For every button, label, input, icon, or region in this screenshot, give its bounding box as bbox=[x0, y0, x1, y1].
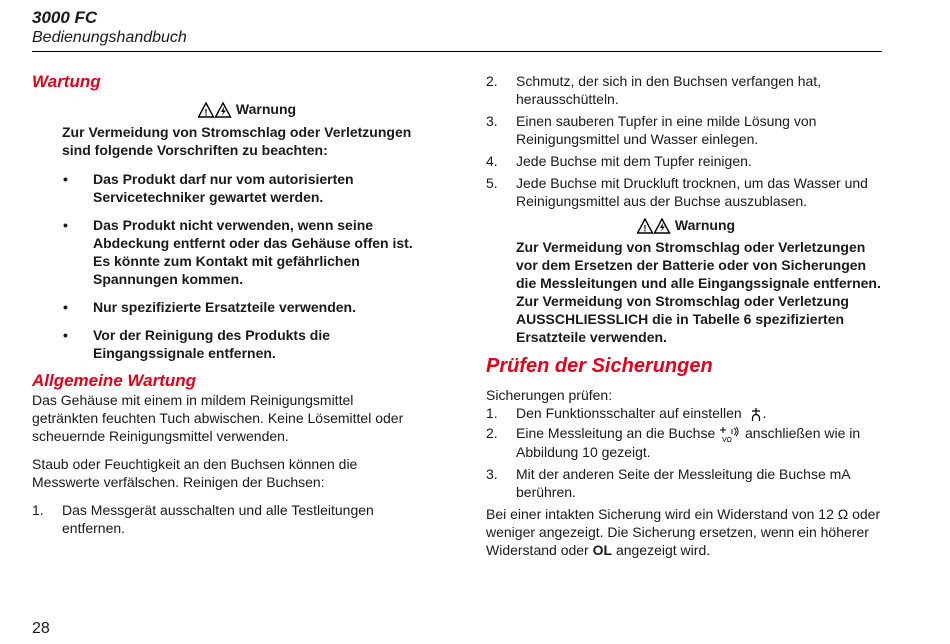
hazard-icon bbox=[637, 218, 671, 234]
svg-text:VΩ: VΩ bbox=[722, 436, 733, 443]
list-item: • Das Produkt nicht verwenden, wenn seine Abdeckung entfernt oder das Gehäuse offen ist. Es könnte zum Kontakt mit gefährlichen Spannungen kommen. bbox=[63, 217, 413, 288]
list-item: 2. Schmutz, der sich in den Buchsen verfangen hat, herausschütteln. bbox=[486, 73, 822, 107]
list-item: • Nur spezifizierte Ersatzteile verwenden. bbox=[63, 299, 356, 316]
heading-allgemeine-wartung: Allgemeine Wartung bbox=[32, 371, 197, 391]
warning-label: Warnung bbox=[674, 217, 736, 234]
heading-pruefen-sicherungen: Prüfen der Sicherungen bbox=[486, 355, 713, 378]
warning-triangle-icons bbox=[198, 100, 232, 118]
list-item: • Das Produkt darf nur vom autorisierten Servicetechniker gewartet werden. bbox=[63, 171, 354, 206]
list-item: 4. Jede Buchse mit dem Tupfer reinigen. bbox=[486, 153, 752, 169]
left-column bbox=[32, 72, 422, 541]
resistance-symbol-icon bbox=[749, 408, 763, 422]
warning-text: Zur Vermeidung von Stromschlag oder Verletzungen vor dem Ersetzen der Batterie oder von Sicherungen die Messleitungen und alle Eingangssignale entfernen. Zur Vermeidung von Stromschlag oder Verletzung AUSSCHLIESSLICH die in Tabelle 6 spezifizierten Ersatzteile verwenden. bbox=[516, 239, 881, 346]
paragraph-staub: Staub oder Feuchtigkeit an den Buchsen können die Messwerte verfälschen. Reinigen der Buchsen: bbox=[32, 456, 358, 491]
model-name: 3000 FC bbox=[32, 8, 98, 27]
warning-title bbox=[486, 216, 886, 234]
svg-text:!: ! bbox=[643, 223, 647, 234]
page-number: 28 bbox=[32, 620, 50, 637]
list-item: 5. Jede Buchse mit Druckluft trocknen, um das Wasser und Reinigungsmittel aus der Buchse auszublasen. bbox=[486, 175, 868, 209]
warning-title bbox=[72, 100, 422, 118]
fuse-result-paragraph: Bei einer intakten Sicherung wird ein Widerstand von 12 Ω oder weniger angezeigt. Die Sicherung ersetzen, wenn ein höherer Widerstand oder OL angezeigt wird. bbox=[486, 505, 881, 558]
list-item: 3. Mit der anderen Seite der Messleitung die Buchse mA berühren. bbox=[486, 465, 850, 500]
manual-subtitle: Bedienungshandbuch bbox=[32, 29, 187, 46]
list-item: 1. Den Funktionsschalter auf einstellen . bbox=[486, 405, 767, 422]
right-column bbox=[486, 72, 886, 559]
hazard-icon bbox=[198, 102, 232, 118]
warning-triangle-icons bbox=[637, 216, 671, 234]
warning-bullet-list bbox=[32, 170, 422, 362]
svg-text:!: ! bbox=[204, 107, 208, 118]
heading-wartung: Wartung bbox=[32, 72, 101, 91]
warning-label: Warnung bbox=[235, 101, 297, 118]
list-item: 2. Eine Messleitung an die Buchse VΩ anschließen wie in Abbildung 10 gezeigt. bbox=[486, 425, 861, 460]
warning-intro: Zur Vermeidung von Stromschlag oder Verletzungen sind folgende Vorschriften zu beachten: bbox=[62, 124, 412, 159]
fuse-intro: Sicherungen prüfen: bbox=[486, 387, 613, 404]
list-item: 1. Das Messgerät ausschalten und alle Testleitungen entfernen. bbox=[32, 502, 374, 537]
list-item: 3. Einen sauberen Tupfer in eine milde Lösung von Reinigungsmittel und Wasser einlegen. bbox=[486, 113, 817, 147]
list-item: • Vor der Reinigung des Produkts die Eingangssignale entfernen. bbox=[63, 327, 330, 362]
page-header bbox=[32, 8, 187, 47]
ol-indicator: OL bbox=[592, 541, 613, 558]
header-rule bbox=[32, 51, 882, 52]
input-jack-symbol-icon bbox=[719, 427, 741, 443]
paragraph-gehaeuse: Das Gehäuse mit einem in mildem Reinigungsmittel getränkten feuchten Tuch abwischen. Keine Lösemittel oder scheuernde Reinigungsmittel verwenden. bbox=[32, 392, 404, 445]
